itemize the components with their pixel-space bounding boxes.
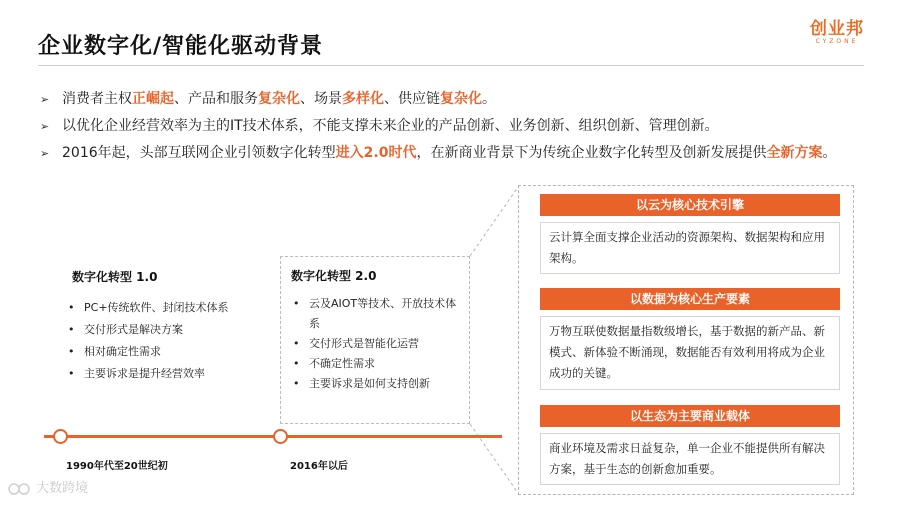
list-item: • 不确定性需求: [291, 354, 461, 374]
list-item: • 主要诉求是如何支持创新: [291, 374, 461, 394]
section-body-cloud: 云计算全面支撑企业活动的资源架构、数据架构和应用架构。: [540, 222, 840, 274]
watermark-logo-icon: [8, 482, 32, 496]
v1-title: 数字化转型 1.0: [72, 270, 158, 284]
arrow-bullet-icon: ➢: [40, 93, 50, 106]
timeline-label-1: 1990年代至20世纪初: [66, 461, 168, 472]
section-body-data: 万物互联使数据量指数级增长，基于数据的新产品、新模式、新体验不断涌现，数据能否有效利用将成为企业成功的关键。: [540, 316, 840, 390]
v2-list: [291, 294, 461, 394]
page-title: 企业数字化/智能化驱动背景: [38, 34, 324, 59]
list-item: • 云及AIOT等技术、开放技术体系: [291, 294, 461, 334]
v2-title: 数字化转型 2.0: [291, 269, 377, 283]
v1-list: [66, 297, 276, 385]
bullet-text: 消费者主权正崛起、产品和服务复杂化、场景多样化、供应链复杂化。: [62, 91, 496, 107]
section-body-ecosystem: 商业环境及需求日益复杂，单一企业不能提供所有解决方案，基于生态的创新愈加重要。: [540, 433, 840, 485]
timeline-dot-2: [273, 429, 288, 444]
list-item: • 相对确定性需求: [66, 341, 276, 363]
transformation-v2: [280, 256, 470, 424]
section-header-cloud: 以云为核心技术引擎: [540, 194, 840, 216]
list-item: • 交付形式是智能化运营: [291, 334, 461, 354]
list-item: • PC+传统软件、封闭技术体系: [66, 297, 276, 319]
timeline-dot-1: [53, 429, 68, 444]
logo-subtext: CYZONE: [815, 38, 859, 45]
intro-bullet: [40, 140, 860, 167]
bullet-text: 2016年起，头部互联网企业引领数字化转型进入2.0时代，在新商业背景下为传统企业数字化转型及创新发展提供全新方案。: [62, 145, 837, 161]
title-divider: [38, 65, 864, 66]
intro-bullet: [40, 86, 860, 113]
intro-bullet: [40, 113, 860, 140]
bullet-text: 以优化企业经营效率为主的IT技术体系，不能支撑未来企业的产品创新、业务创新、组织创新、管理创新。: [62, 118, 719, 134]
watermark: [8, 477, 88, 496]
intro-bullets: [40, 86, 860, 167]
logo-text: 创业邦: [810, 19, 864, 39]
arrow-bullet-icon: ➢: [40, 120, 50, 133]
timeline-label-2: 2016年以后: [290, 461, 348, 472]
transformation-v1: [66, 268, 276, 385]
brand-logo: [810, 20, 864, 46]
section-header-data: 以数据为核心生产要素: [540, 288, 840, 310]
list-item: • 主要诉求是提升经营效率: [66, 363, 276, 385]
watermark-text: 大数跨境: [36, 481, 89, 496]
connector-line-top: [470, 187, 518, 256]
section-header-ecosystem: 以生态为主要商业载体: [540, 405, 840, 427]
list-item: • 交付形式是解决方案: [66, 319, 276, 341]
arrow-bullet-icon: ➢: [40, 147, 50, 160]
